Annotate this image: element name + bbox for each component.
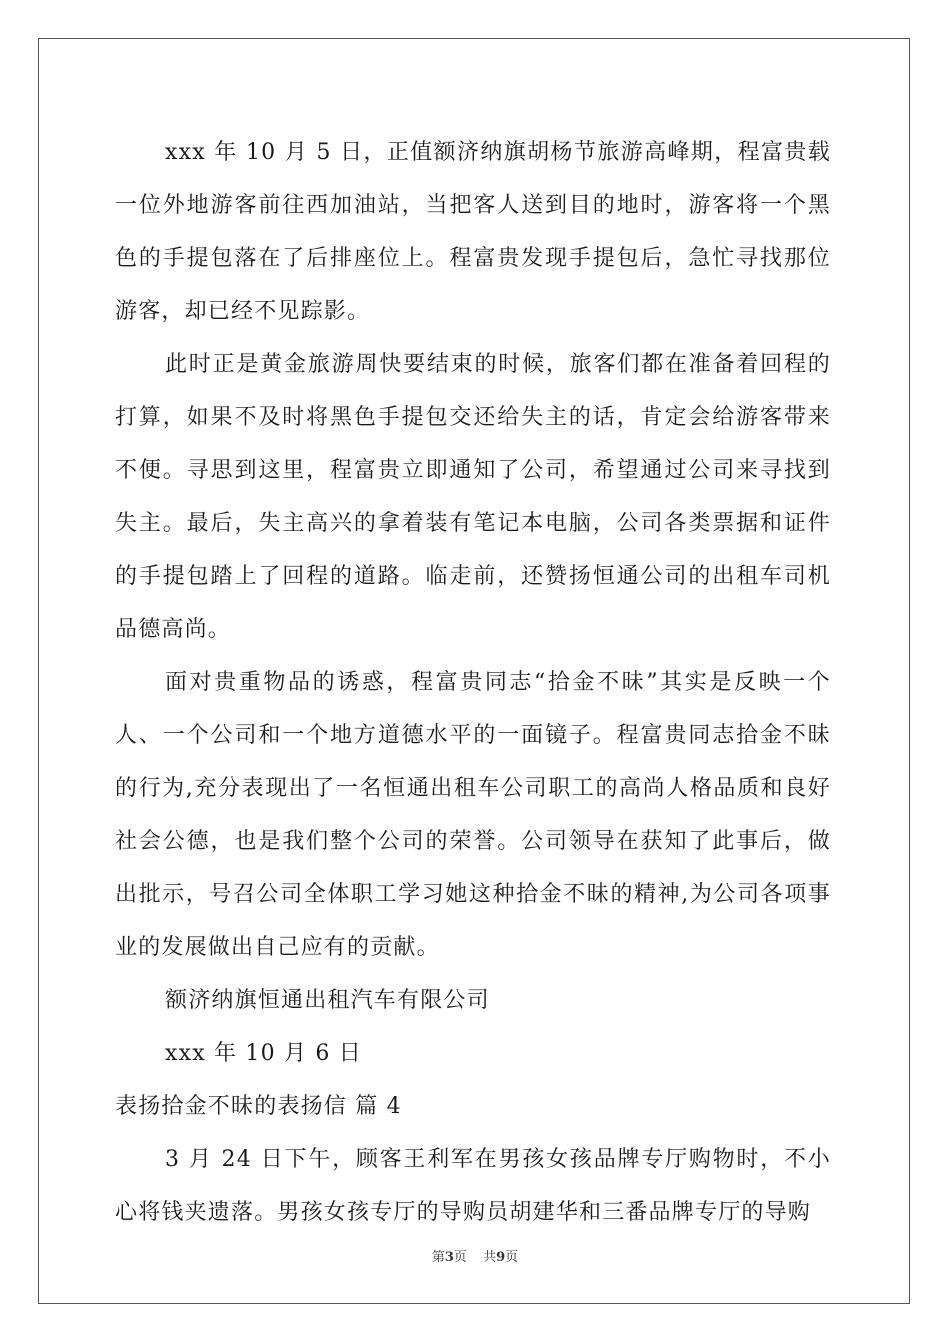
page-suffix: 页: [453, 1250, 467, 1265]
page-number: 3: [444, 1250, 454, 1265]
total-suffix: 页: [505, 1250, 519, 1265]
total-number: 9: [496, 1250, 506, 1265]
page-indicator: [432, 1246, 467, 1265]
total-pages: [483, 1246, 518, 1265]
signature-company: 额济纳旗恒通出租汽车有限公司: [165, 988, 490, 1013]
signature-date: xxx 年 10 月 6 日: [165, 1041, 362, 1066]
page-footer: [0, 1246, 950, 1265]
page-prefix: 第: [431, 1250, 445, 1265]
section-heading: 表扬拾金不昧的表扬信 篇 4: [115, 1094, 402, 1119]
paragraph: 3 月 24 日下午，顾客王利军在男孩女孩品牌专厅购物时，不小心将钱夹遗落。男孩女孩专厅的导购员胡建华和三番品牌专厅的导购: [115, 1147, 831, 1225]
document-body: [115, 126, 831, 1239]
total-prefix: 共: [483, 1250, 497, 1265]
paragraph: 此时正是黄金旅游周快要结束的时候，旅客们都在准备着回程的打算，如果不及时将黑色手提包交还给失主的话，肯定会给游客带来不便。寻思到这里，程富贵立即通知了公司，希望通过公司来寻找到失主。最后，失主高兴的拿着装有笔记本电脑，公司各类票据和证件的手提包踏上了回程的道路。临走前，还赞扬恒通公司的出租车司机品德高尚。: [115, 352, 831, 642]
paragraph: xxx 年 10 月 5 日，正值额济纳旗胡杨节旅游高峰期，程富贵载一位外地游客前往西加油站，当把客人送到目的地时，游客将一个黑色的手提包落在了后排座位上。程富贵发现手提包后，急忙寻找那位游客，却已经不见踪影。: [115, 140, 831, 324]
paragraph: 面对贵重物品的诱惑，程富贵同志“拾金不昧”其实是反映一个人、一个公司和一个地方道德水平的一面镜子。程富贵同志拾金不昧的行为,充分表现出了一名恒通出租车公司职工的高尚人格品质和良好社会公德，也是我们整个公司的荣誉。公司领导在获知了此事后，做出批示，号召公司全体职工学习她这种拾金不昧的精神,为公司各项事业的发展做出自己应有的贡献。: [115, 670, 831, 960]
